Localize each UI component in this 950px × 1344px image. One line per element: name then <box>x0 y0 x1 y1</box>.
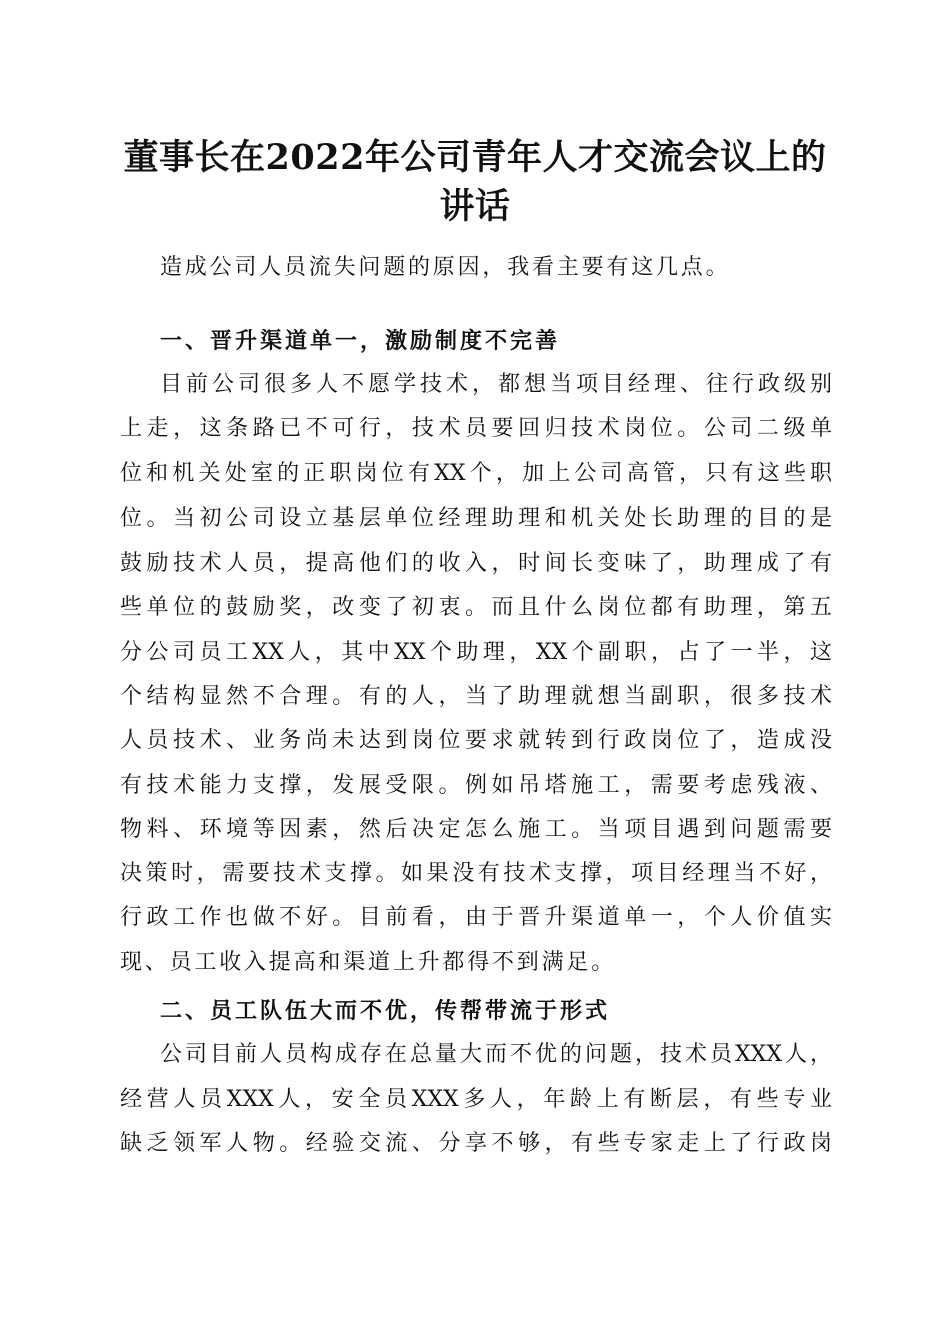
section-2-line: 缺乏领军人物。经验交流、分享不够，有些专家走上了行政岗 <box>120 1131 832 1156</box>
section-1-line: 目前公司很多人不愿学技术，都想当项目经理、往行政级别 <box>160 372 832 397</box>
section-1-line: 决策时，需要技术支撑。如果没有技术支撑，项目经理当不好， <box>120 861 832 886</box>
section-1-line: 行政工作也做不好。目前看，由于晋升渠道单一，个人价值实 <box>120 905 832 930</box>
intro-paragraph: 造成公司人员流失问题的原因，我看主要有这几点。 <box>160 255 731 280</box>
document-title-line-1: 董事长在2022年公司青年人才交流会议上的 <box>123 137 827 178</box>
section-1-line: 物料、环境等因素，然后决定怎么施工。当项目遇到问题需要 <box>120 817 832 842</box>
section-2-line: 公司目前人员构成存在总量大而不优的问题，技术员XXX人， <box>160 1042 832 1067</box>
section-1-line: 位。当初公司设立基层单位经理助理和机关处长助理的目的是 <box>120 506 832 531</box>
section-2-line: 经营人员XXX人，安全员XXX多人，年龄上有断层，有些专业 <box>120 1087 832 1112</box>
section-1-heading: 一、晋升渠道单一，激励制度不完善 <box>160 329 561 354</box>
section-1-line: 鼓励技术人员，提高他们的收入，时间长变味了，助理成了有 <box>120 551 832 576</box>
section-1-line: 个结构显然不合理。有的人，当了助理就想当副职，很多技术 <box>120 684 832 709</box>
section-1-line: 位和机关处室的正职岗位有XX个，加上公司高管，只有这些职 <box>120 461 832 486</box>
section-2-heading: 二、员工队伍大而不优，传帮带流于形式 <box>160 999 611 1024</box>
section-1-line: 上走，这条路已不可行，技术员要回归技术岗位。公司二级单 <box>120 416 832 441</box>
section-1-line: 分公司员工XX人，其中XX个助理，XX个副职，占了一半，这 <box>120 640 832 665</box>
section-1-line: 现、员工收入提高和渠道上升都得不到满足。 <box>120 950 617 975</box>
section-1-line: 些单位的鼓励奖，改变了初衷。而且什么岗位都有助理，第五 <box>120 595 832 620</box>
section-1-line: 有技术能力支撑，发展受限。例如吊塔施工，需要考虑残液、 <box>120 773 832 798</box>
section-1-line: 人员技术、业务尚未达到岗位要求就转到行政岗位了，造成没 <box>120 728 832 753</box>
document-title-line-2: 讲话 <box>439 186 511 227</box>
